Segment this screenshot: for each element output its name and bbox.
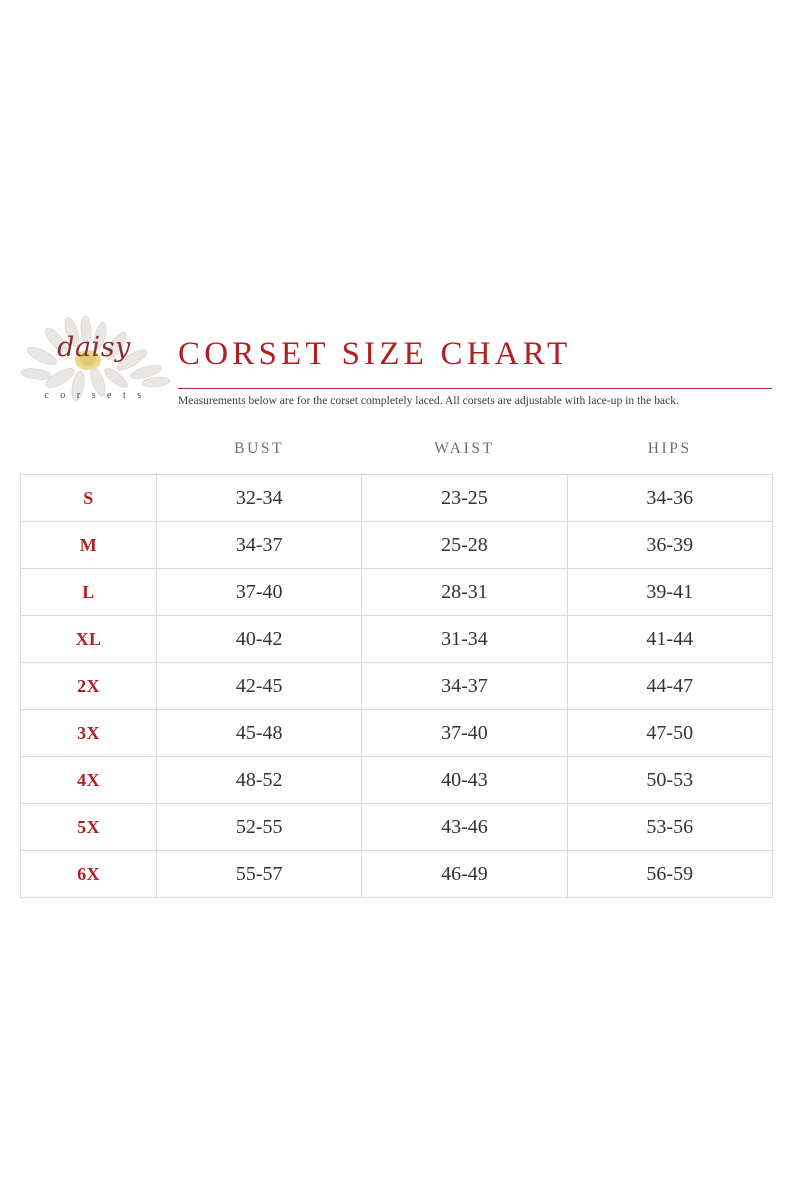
cell-bust: 37-40 xyxy=(157,569,362,616)
cell-waist: 43-46 xyxy=(362,804,567,851)
cell-waist: 37-40 xyxy=(362,710,567,757)
size-chart-table xyxy=(20,440,773,898)
cell-size: 3X xyxy=(21,710,157,757)
cell-size: L xyxy=(21,569,157,616)
cell-hips: 36-39 xyxy=(567,522,772,569)
cell-hips: 50-53 xyxy=(567,757,772,804)
cell-size: 5X xyxy=(21,804,157,851)
cell-hips: 47-50 xyxy=(567,710,772,757)
cell-bust: 34-37 xyxy=(157,522,362,569)
cell-size: 6X xyxy=(21,851,157,898)
title-divider xyxy=(178,388,772,389)
cell-hips: 56-59 xyxy=(567,851,772,898)
page-title: CORSET SIZE CHART xyxy=(178,336,572,372)
brand-tagline: c o r s e t s xyxy=(44,390,146,401)
table-header-row xyxy=(21,440,773,475)
table-row xyxy=(21,804,773,851)
cell-waist: 46-49 xyxy=(362,851,567,898)
page-subtitle: Measurements below are for the corset completely laced. All corsets are adjustable with lace-up in the back. xyxy=(178,394,679,407)
cell-size: M xyxy=(21,522,157,569)
size-chart-table-container xyxy=(20,440,772,898)
column-header-hips: HIPS xyxy=(647,440,692,457)
cell-hips: 34-36 xyxy=(567,475,772,522)
table-body xyxy=(21,475,773,898)
table-row xyxy=(21,475,773,522)
cell-waist: 34-37 xyxy=(362,663,567,710)
table-row xyxy=(21,710,773,757)
cell-bust: 45-48 xyxy=(157,710,362,757)
column-header-size xyxy=(21,440,157,475)
table-row xyxy=(21,757,773,804)
cell-size: S xyxy=(21,475,157,522)
cell-hips: 41-44 xyxy=(567,616,772,663)
table-row xyxy=(21,616,773,663)
column-header-waist: WAIST xyxy=(434,440,495,457)
chart-header xyxy=(20,308,772,418)
table-row xyxy=(21,522,773,569)
cell-hips: 53-56 xyxy=(567,804,772,851)
table-row xyxy=(21,569,773,616)
cell-waist: 31-34 xyxy=(362,616,567,663)
cell-bust: 32-34 xyxy=(157,475,362,522)
cell-hips: 44-47 xyxy=(567,663,772,710)
cell-bust: 52-55 xyxy=(157,804,362,851)
cell-size: XL xyxy=(21,616,157,663)
cell-waist: 25-28 xyxy=(362,522,567,569)
table-row xyxy=(21,663,773,710)
column-header-bust: BUST xyxy=(234,440,285,457)
cell-size: 2X xyxy=(21,663,157,710)
cell-size: 4X xyxy=(21,757,157,804)
cell-bust: 55-57 xyxy=(157,851,362,898)
cell-waist: 28-31 xyxy=(362,569,567,616)
cell-waist: 40-43 xyxy=(362,757,567,804)
table-row xyxy=(21,851,773,898)
brand-wordmark: daisy xyxy=(57,332,131,363)
cell-waist: 23-25 xyxy=(362,475,567,522)
cell-bust: 40-42 xyxy=(157,616,362,663)
cell-bust: 42-45 xyxy=(157,663,362,710)
cell-hips: 39-41 xyxy=(567,569,772,616)
cell-bust: 48-52 xyxy=(157,757,362,804)
table-header xyxy=(21,440,773,475)
